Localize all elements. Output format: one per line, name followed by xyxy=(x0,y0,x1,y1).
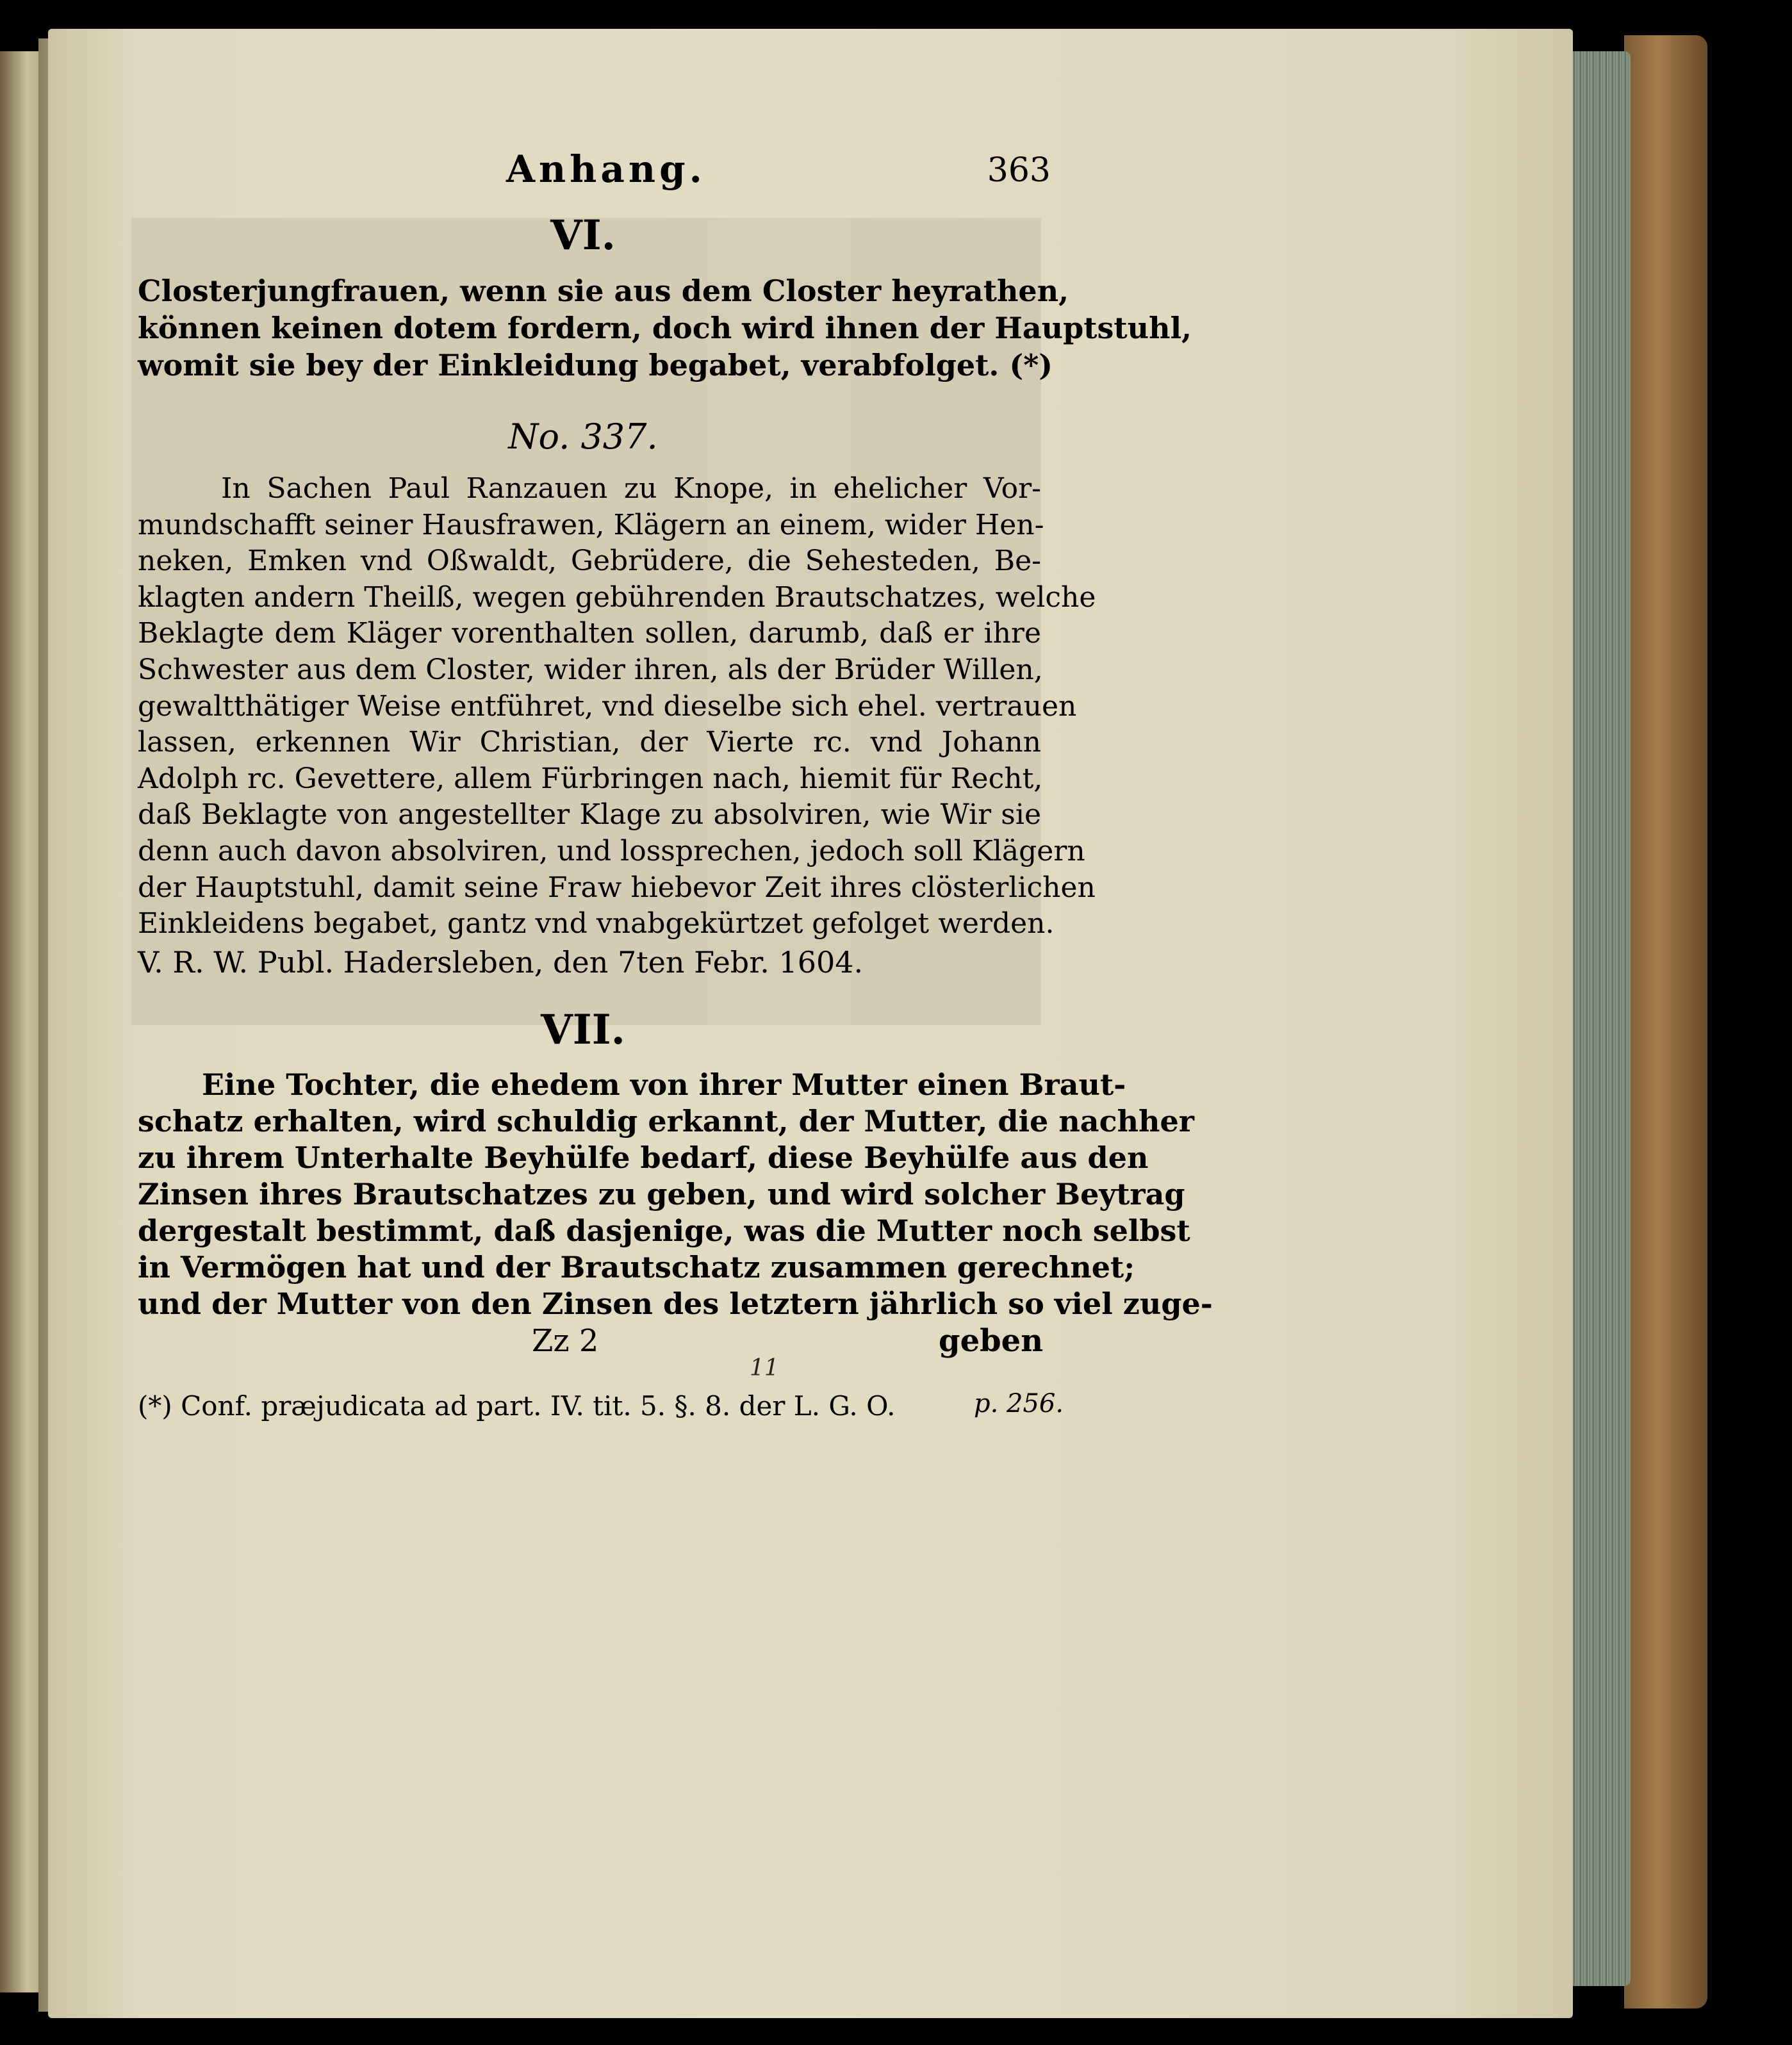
page-number: 363 xyxy=(987,151,1051,190)
footnote-text: (*) Conf. præjudicata ad part. IV. tit. 5. §. 8. der L. G. O. xyxy=(138,1390,896,1422)
verdict-text xyxy=(138,471,1096,942)
running-title: Anhang. xyxy=(506,147,706,191)
verdict-line: neken, Emken vnd Oßwaldt, Gebrüdere, die Sehesteden, Be- xyxy=(138,545,1041,578)
summary-line: können keinen dotem fordern, doch wird ihnen der Hauptstuhl, xyxy=(138,311,1192,345)
summary-line: dergestalt bestimmt, daß dasjenige, was die Mutter noch selbst xyxy=(138,1213,1190,1248)
section-number: VI. xyxy=(550,211,616,259)
section-summary xyxy=(138,272,1192,384)
catchword: geben xyxy=(939,1323,1044,1359)
summary-line: Zinsen ihres Brautschatzes zu geben, und wird solcher Beytrag xyxy=(138,1177,1185,1211)
verdict-line: Schwester aus dem Closter, wider ihren, als der Brüder Willen, xyxy=(138,653,1043,686)
verdict-line: Adolph rc. Gevettere, allem Fürbringen nach, hiemit für Recht, xyxy=(138,762,1043,795)
summary-line: schatz erhalten, wird schuldig erkannt, der Mutter, die nachher xyxy=(138,1104,1194,1138)
verdict-line: mundschafft seiner Hausfrawen, Klägern an einem, wider Hen- xyxy=(138,508,1044,541)
summary-line: Closterjungfrauen, wenn sie aus dem Closter heyrathen, xyxy=(138,274,1069,308)
summary-line: und der Mutter von den Zinsen des letztern jährlich so viel zuge- xyxy=(138,1286,1213,1321)
verdict-line: Beklagte dem Kläger vorenthalten sollen, darumb, daß er ihre xyxy=(138,617,1041,650)
verdict-line: In Sachen Paul Ranzauen zu Knope, in ehelicher Vor- xyxy=(221,472,1041,505)
verdict-line: klagten andern Theilß, wegen gebührenden Brautschatzes, welche xyxy=(138,580,1096,614)
summary-line: Eine Tochter, die ehedem von ihrer Mutter einen Braut- xyxy=(202,1067,1126,1102)
verdict-line: daß Beklagte von angestellter Klage zu absolviren, wie Wir sie xyxy=(138,798,1041,832)
section-number: VII. xyxy=(541,1006,625,1054)
signature-mark: Zz 2 xyxy=(532,1323,599,1359)
verdict-line: der Hauptstuhl, damit seine Fraw hiebevor Zeit ihres clösterlichen xyxy=(138,871,1096,904)
verdict-line: lassen, erkennen Wir Christian, der Vierte rc. vnd Johann xyxy=(138,726,1041,759)
section-summary xyxy=(138,1067,1213,1322)
handwritten-page-reference: p. 256. xyxy=(974,1389,1064,1418)
summary-line: womit sie bey der Einkleidung begabet, verabfolget. (*) xyxy=(138,348,1053,382)
book-cover-edge xyxy=(1624,35,1707,2008)
verdict-line: gewaltthätiger Weise entführet, vnd dieselbe sich ehel. vertrauen xyxy=(138,689,1077,723)
verdict-line: Einkleidens begabet, gantz vnd vnabgekürtzet gefolget werden. xyxy=(138,907,1055,940)
summary-line: in Vermögen hat und der Brautschatz zusammen gerechnet; xyxy=(138,1250,1135,1285)
case-number: No. 337. xyxy=(508,416,658,457)
verdict-line: denn auch davon absolviren, und lossprechen, jedoch soll Klägern xyxy=(138,834,1085,867)
handwritten-correction: 11 xyxy=(750,1355,779,1381)
summary-line: zu ihrem Unterhalte Beyhülfe bedarf, diese Beyhülfe aus den xyxy=(138,1140,1149,1175)
publication-line: V. R. W. Publ. Hadersleben, den 7ten Febr. 1604. xyxy=(138,945,864,980)
running-header xyxy=(506,147,1051,199)
